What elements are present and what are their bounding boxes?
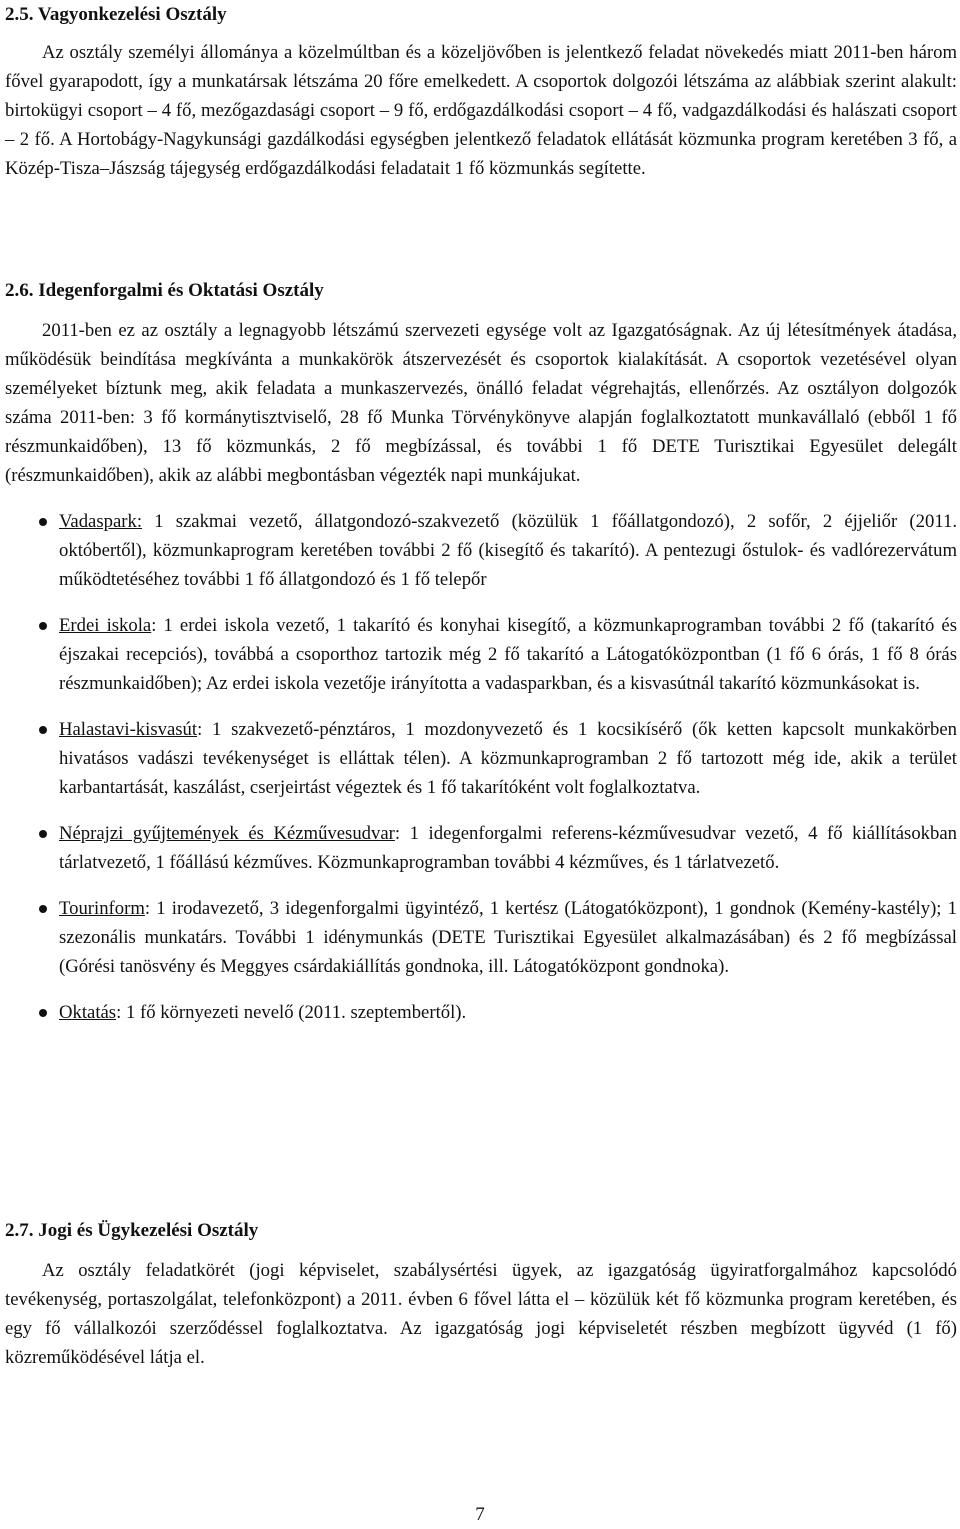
list-item: [5, 819, 957, 877]
list-item-title: Néprajzi gyűjtemények és Kézművesudvar: [59, 823, 395, 844]
section-heading: 2.7. Jogi és Ügykezelési Osztály: [5, 1220, 259, 1241]
page-number: 7: [475, 1504, 485, 1525]
list-item-text: : 1 fő környezeti nevelő (2011. szeptembertől).: [116, 1002, 467, 1023]
list-item: [5, 715, 957, 802]
bullet-icon: [39, 518, 47, 526]
section-paragraph: Az osztály feladatkörét (jogi képviselet, szabálysértési ügyek, az igazgatóság ügyiratforgalmához kapcsolódó tevékenység, portaszolgálat, telefonközpont) a 2011. évben 6 fővel látta el – közülük két fő közmunka program keretében, és egy fő vállalkozói szerződéssel foglalkoztatva. Az igazgatóság jogi képviseletét részben megbízott ügyvéd (1 fő) közreműködésével látja el.: [5, 1260, 957, 1368]
section-heading: 2.5. Vagyonkezelési Osztály: [5, 4, 227, 25]
section-jogi: [5, 1216, 957, 1372]
bullet-icon: [39, 622, 47, 630]
section-idegenforgalmi: [5, 276, 957, 1027]
list-item: [5, 894, 957, 981]
bullet-icon: [39, 726, 47, 734]
list-item-title: Vadaspark:: [59, 511, 143, 532]
list-item-text: : 1 irodavezető, 3 idegenforgalmi ügyintéző, 1 kertész (Látogatóközpont), 1 gondnok (Kemény-kastély); 1 szezonális munkatárs. További 1 idénymunkás (DETE Turisztikai Egyesület alkalmazásában) és 2 fő megbízással (Górési tanösvény és Meggyes csárdakiállítás gondnoka, ill. Látogatóközpont gondnoka).: [59, 898, 957, 977]
list-item-title: Erdei iskola: [59, 615, 152, 636]
staff-list: [5, 507, 957, 1027]
section-heading: 2.6. Idegenforgalmi és Oktatási Osztály: [5, 280, 324, 301]
list-item-title: Halastavi-kisvasút: [59, 719, 198, 740]
list-item-text: : 1 erdei iskola vezető, 1 takarító és konyhai kisegítő, a közmunkaprogramban további 2 fő (takarító és éjszakai recepciós), továbbá a csoporthoz tartozik még 2 fő takarító a Látogatóközpontban (1 fő 6 órás, 1 fő 8 órás részmunkaidőben); Az erdei iskola vezetője irányította a vadasparkban, és a kisvasútnál takarító közmunkásokat is.: [59, 615, 957, 694]
section-vagyonkezelesi: [5, 0, 957, 183]
section-paragraph: Az osztály személyi állománya a közelmúltban és a közeljövőben is jelentkező feladat növekedés miatt 2011-ben három fővel gyarapodott, így a munkatársak létszáma 20 főre emelkedett. A csoportok dolgozói létszáma az alábbiak szerint alakult: birtokügyi csoport – 4 fő, mezőgazdasági csoport – 9 fő, erdőgazdálkodási csoport – 4 fő, vadgazdálkodási és halászati csoport – 2 fő. A Hortobágy-Nagykunsági gazdálkodási egységben jelentkező feladatok ellátását közmunka program keretében 3 fő, a Közép-Tisza–Jászság tájegység erdőgazdálkodási feladatait 1 fő közmunkás segítette.: [5, 42, 957, 179]
list-item-text: 1 szakmai vezető, állatgondozó-szakvezető (közülük 1 főállatgondozó), 2 sofőr, 2 éjjeliőr (2011. októbertől), közmunkaprogram keretében további 2 fő (kisegítő és takarító). A pentezugi őstulok- és vadlórezervátum működtetéséhez további 1 fő állatgondozó és 1 fő telepőr: [59, 511, 957, 590]
list-item-title: Tourinform: [59, 898, 145, 919]
bullet-icon: [39, 1009, 47, 1017]
list-item-text: : 1 szakvezető-pénztáros, 1 mozdonyvezető és 1 kocsikísérő (ők ketten kapcsolt munkakörben hivatásos vadászi tevékenységet is elláttak télen). A közmunkaprogramban 2 fő tartozott még ide, akik a terület karbantartását, kaszálást, cserjeirtást végeztek és 1 fő takarítóként volt foglalkoztatva.: [59, 719, 957, 798]
section-paragraph: 2011-ben ez az osztály a legnagyobb létszámú szervezeti egysége volt az Igazgatóságnak. Az új létesítmények átadása, működésük beindítása megkívánta a munkakörök átszervezését és csoportok kialakítását. A csoportok vezetésével olyan személyeket bíztunk meg, akik feladata a munkaszervezés, önálló feladat végrehajtás, ellenőrzés. Az osztályon dolgozók száma 2011-ben: 3 fő kormánytisztviselő, 28 fő Munka Törvénykönyve alapján foglalkoztatott munkavállaló (ebből 1 fő részmunkaidőben), 13 fő közmunkás, 2 fő megbízással, és további 1 fő DETE Turisztikai Egyesület delegált (részmunkaidőben), akik az alábbi megbontásban végezték napi munkájukat.: [5, 320, 957, 486]
list-item-text: : 1 idegenforgalmi referens-kézművesudvar vezető, 4 fő kiállításokban tárlatvezető, 1 főállású kézműves. Közmunkaprogramban további 4 kézműves, és 1 tárlatvezető.: [59, 823, 958, 873]
bullet-icon: [39, 905, 47, 913]
list-item-title: Oktatás: [59, 1002, 117, 1023]
bullet-icon: [39, 830, 47, 838]
list-item: [5, 998, 957, 1027]
list-item: [5, 611, 957, 698]
list-item: [5, 507, 957, 594]
